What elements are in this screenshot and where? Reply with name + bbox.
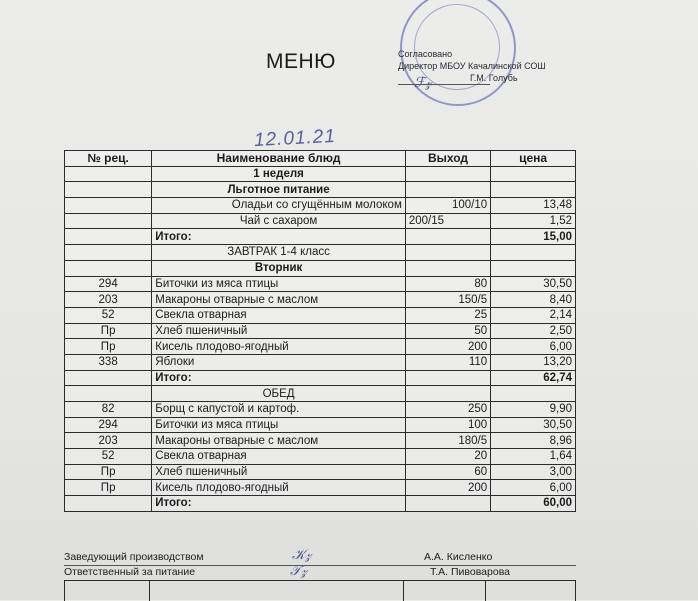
table-row <box>65 354 576 370</box>
cell-price: 1,52 <box>491 213 576 229</box>
cell-price: 13,20 <box>491 354 576 370</box>
cell-recipe-number <box>65 370 152 386</box>
cell-price <box>491 260 576 276</box>
table-row <box>65 323 576 339</box>
cell-recipe-number: 52 <box>65 307 152 323</box>
cell-price: 2,50 <box>491 323 576 339</box>
cell-output: 250 <box>405 402 490 418</box>
cell-output: 200 <box>405 339 490 355</box>
cell-recipe-number: 52 <box>65 449 152 465</box>
table-row <box>65 496 576 512</box>
cell-output: 200 <box>405 480 490 496</box>
cell-output: 80 <box>405 276 490 292</box>
table-row <box>65 449 576 465</box>
cell-dish-name: Биточки из мяса птицы <box>152 276 406 292</box>
table-row <box>65 213 576 229</box>
cell-recipe-number: Пр <box>65 480 152 496</box>
footer-head-row <box>64 551 576 566</box>
cell-price: 30,50 <box>491 417 576 433</box>
cell-dish-name: Свекла отварная <box>152 307 406 323</box>
cell-price: 1,64 <box>491 449 576 465</box>
table-row <box>65 245 576 261</box>
cell-recipe-number <box>65 245 152 261</box>
next-table-fragment <box>64 580 576 601</box>
cell-price: 15,00 <box>491 229 576 245</box>
cell-dish-name: Кисель плодово-ягодный <box>152 480 406 496</box>
cell-output <box>405 182 490 198</box>
approval-line-name: Г.М. Голубь <box>470 73 518 83</box>
table-row <box>65 292 576 308</box>
cell-recipe-number: Пр <box>65 323 152 339</box>
cell-dish-name: Макароны отварные с маслом <box>152 433 406 449</box>
cell-dish-name: ЗАВТРАК 1-4 класс <box>152 245 406 261</box>
cell-price <box>491 182 576 198</box>
cell-output: 200/15 <box>405 213 490 229</box>
cell-dish-name: Итого: <box>152 370 406 386</box>
table-row <box>65 229 576 245</box>
menu-table <box>64 150 576 512</box>
cell-price: 8,40 <box>491 292 576 308</box>
cell-output: 50 <box>405 323 490 339</box>
cell-price <box>491 245 576 261</box>
table-row <box>65 182 576 198</box>
cell-output <box>405 386 490 402</box>
cell-price: 8,96 <box>491 433 576 449</box>
cell-price: 9,90 <box>491 402 576 418</box>
table-row <box>65 402 576 418</box>
cell-dish-name: Кисель плодово-ягодный <box>152 339 406 355</box>
cell-output: 180/5 <box>405 433 490 449</box>
footer-resp-row <box>64 566 576 581</box>
cell-dish-name: Яблоки <box>152 354 406 370</box>
cell-dish-name: Макароны отварные с маслом <box>152 292 406 308</box>
table-row <box>65 276 576 292</box>
table-row <box>65 166 576 182</box>
table-row <box>65 433 576 449</box>
cell-recipe-number: 338 <box>65 354 152 370</box>
cell-price: 60,00 <box>491 496 576 512</box>
cell-price <box>491 166 576 182</box>
cell-dish-name: Оладьи со сгущённым молоком <box>152 198 406 214</box>
cell-dish-name: Борщ с капустой и картоф. <box>152 402 406 418</box>
cell-output <box>405 245 490 261</box>
cell-recipe-number: Пр <box>65 464 152 480</box>
resp-signature: 𝒯𝓏 <box>290 562 308 578</box>
cell-recipe-number <box>65 386 152 402</box>
cell-price: 3,00 <box>491 464 576 480</box>
table-row <box>65 260 576 276</box>
cell-price: 6,00 <box>491 339 576 355</box>
cell-output: 110 <box>405 354 490 370</box>
footer-head-label: Заведующий производством <box>64 551 204 563</box>
cell-recipe-number <box>65 198 152 214</box>
cell-output <box>405 260 490 276</box>
cell-price: 62,74 <box>491 370 576 386</box>
director-signature: ℱ𝓏 <box>414 74 432 90</box>
cell-output <box>405 166 490 182</box>
cell-output: 100/10 <box>405 198 490 214</box>
cell-dish-name: Чай с сахаром <box>152 213 406 229</box>
cell-dish-name: Льготное питание <box>152 182 406 198</box>
cell-dish-name: Биточки из мяса птицы <box>152 417 406 433</box>
cell-recipe-number: 294 <box>65 276 152 292</box>
cell-recipe-number: 203 <box>65 433 152 449</box>
footer-head-name: А.А. Кисленко <box>424 551 493 563</box>
cell-output: 25 <box>405 307 490 323</box>
cell-dish-name: Итого: <box>152 496 406 512</box>
cell-output: 150/5 <box>405 292 490 308</box>
cell-recipe-number <box>65 166 152 182</box>
cell-recipe-number: Пр <box>65 339 152 355</box>
table-row <box>65 198 576 214</box>
col-header-price: цена <box>491 151 576 167</box>
cell-price <box>491 386 576 402</box>
cell-recipe-number <box>65 260 152 276</box>
cell-recipe-number <box>65 496 152 512</box>
table-row <box>65 307 576 323</box>
cell-dish-name: Вторник <box>152 260 406 276</box>
table-row <box>65 370 576 386</box>
cell-dish-name: 1 неделя <box>152 166 406 182</box>
cell-price: 6,00 <box>491 480 576 496</box>
col-header-recipe: № рец. <box>65 151 152 167</box>
cell-output <box>405 496 490 512</box>
cell-price: 13,48 <box>491 198 576 214</box>
cell-price: 2,14 <box>491 307 576 323</box>
cell-output: 60 <box>405 464 490 480</box>
menu-date: 12.01.21 <box>253 125 337 152</box>
table-row <box>65 386 576 402</box>
cell-recipe-number: 294 <box>65 417 152 433</box>
col-header-dish: Наименование блюд <box>152 151 406 167</box>
table-row <box>65 417 576 433</box>
head-signature: 𝒦𝓏 <box>292 546 312 562</box>
approval-line-agreed: Согласовано <box>398 49 453 59</box>
cell-dish-name: Свекла отварная <box>152 449 406 465</box>
table-row <box>65 480 576 496</box>
table-header-row <box>65 151 576 167</box>
signature-line <box>398 84 490 85</box>
cell-output <box>405 229 490 245</box>
cell-recipe-number: 82 <box>65 402 152 418</box>
page-title: МЕНЮ <box>266 50 336 73</box>
footer-resp-label: Ответственный за питание <box>64 566 196 578</box>
table-row <box>65 339 576 355</box>
cell-dish-name: Итого: <box>152 229 406 245</box>
cell-dish-name: Хлеб пшеничный <box>152 464 406 480</box>
cell-recipe-number <box>65 213 152 229</box>
footer-resp-name: Т.А. Пивоварова <box>430 566 510 578</box>
cell-output: 100 <box>405 417 490 433</box>
cell-recipe-number <box>65 229 152 245</box>
cell-recipe-number <box>65 182 152 198</box>
cell-dish-name: ОБЕД <box>152 386 406 402</box>
cell-output <box>405 370 490 386</box>
cell-recipe-number: 203 <box>65 292 152 308</box>
cell-dish-name: Хлеб пшеничный <box>152 323 406 339</box>
table-row <box>65 464 576 480</box>
approval-line-director: Директор МБОУ Качалинской СОШ <box>398 61 546 71</box>
cell-output: 20 <box>405 449 490 465</box>
col-header-output: Выход <box>405 151 490 167</box>
cell-price: 30,50 <box>491 276 576 292</box>
